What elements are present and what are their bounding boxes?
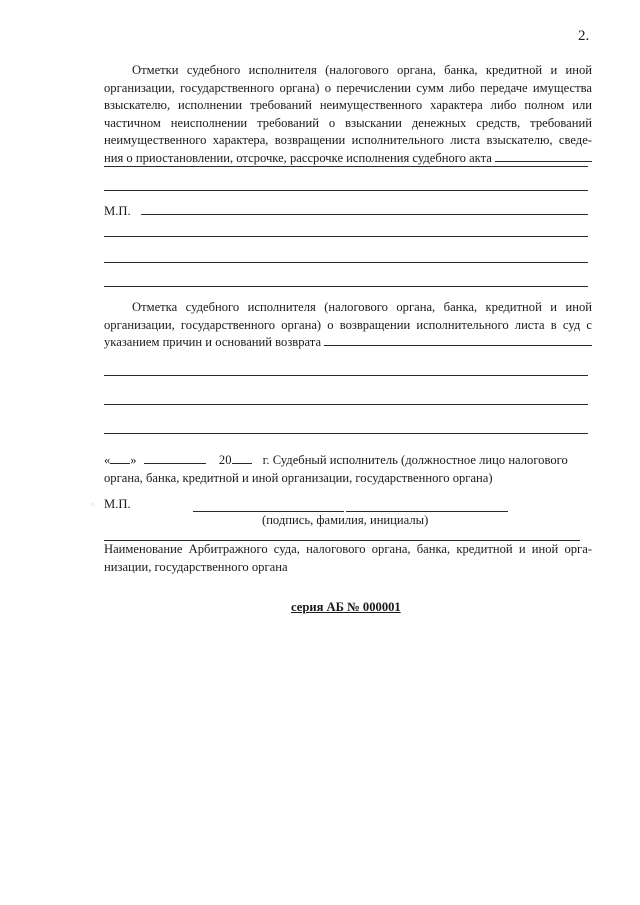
bailiff-marks-line: организации, государственного органа) о перечислении сумм либо передаче имущества: [104, 80, 592, 95]
bailiff-marks-last-line: [104, 150, 592, 168]
return-marks-last-text: указанием причин и оснований возврата: [104, 335, 322, 349]
bailiff-marks-line: взыскателю, исполнении требований неимущественного характера либо полном или: [104, 98, 592, 112]
bailiff-title-line2: органа, банка, кредитной и иной организации, государственного органа): [104, 470, 493, 485]
signature-mp-label: М.П.: [104, 497, 131, 511]
court-name-block: [104, 541, 592, 576]
blank-line-6[interactable]: [104, 375, 588, 376]
return-marks-line: Отметка судебного исполнителя (налогового органа, банка, кредитной и иной: [132, 300, 592, 314]
bailiff-marks-line: Отметки судебного исполнителя (налогового органа, банка, кредитной и иной: [132, 63, 592, 77]
blank-line-3[interactable]: [104, 236, 588, 237]
return-marks-last-line: [104, 334, 592, 352]
bailiff-marks-line: неимущественного характера, возвращении исполнительного листа взыскателю, сведе-: [104, 133, 592, 147]
signature-caption: (подпись, фамилия, инициалы): [262, 513, 429, 527]
open-quote: «: [104, 453, 111, 467]
blank-line-7[interactable]: [104, 404, 588, 405]
court-name-line2: низации, государственного органа: [104, 559, 288, 574]
blank-line-2[interactable]: [104, 190, 588, 191]
series-number: серия АБ № 000001: [291, 600, 401, 614]
bailiff-marks-section: [104, 62, 592, 167]
month-field[interactable]: [144, 452, 206, 464]
close-quote: »: [130, 453, 137, 467]
stamp-mark: ◦: [91, 499, 95, 511]
date-line: [104, 452, 592, 470]
page-number: 2.: [578, 28, 590, 44]
year-field[interactable]: [232, 452, 252, 464]
stamp-row-1: [104, 203, 588, 221]
bailiff-marks-line: частичном неисполнении требований о взыскании денежных средств, требований: [104, 115, 592, 130]
court-name-line1: Наименование Арбитражного суда, налогового органа, банка, кредитной и иной орга-: [104, 542, 592, 556]
return-marks-section: [104, 299, 592, 352]
return-reason-fill-line[interactable]: [324, 334, 592, 346]
blank-line-8[interactable]: [104, 433, 588, 434]
blank-line-4[interactable]: [104, 262, 588, 263]
blank-line-5[interactable]: [104, 286, 588, 287]
day-field[interactable]: [110, 452, 130, 464]
bailiff-marks-last-text: ния о приостановлении, отсрочке, рассрочке исполнения судебного акта: [104, 150, 492, 165]
bailiff-title: г. Судебный исполнитель (должностное лицо налогового: [262, 453, 568, 467]
date-block: [104, 452, 592, 487]
blank-line-1[interactable]: [104, 166, 588, 167]
return-marks-line: организации, государственного органа) о возвращении исполнительного листа в суд с: [104, 317, 592, 332]
bailiff-marks-fill-line[interactable]: [495, 150, 592, 162]
stamp-fill-line[interactable]: [141, 203, 588, 215]
mp-label: М.П.: [104, 204, 131, 218]
year-prefix: 20: [218, 453, 232, 467]
